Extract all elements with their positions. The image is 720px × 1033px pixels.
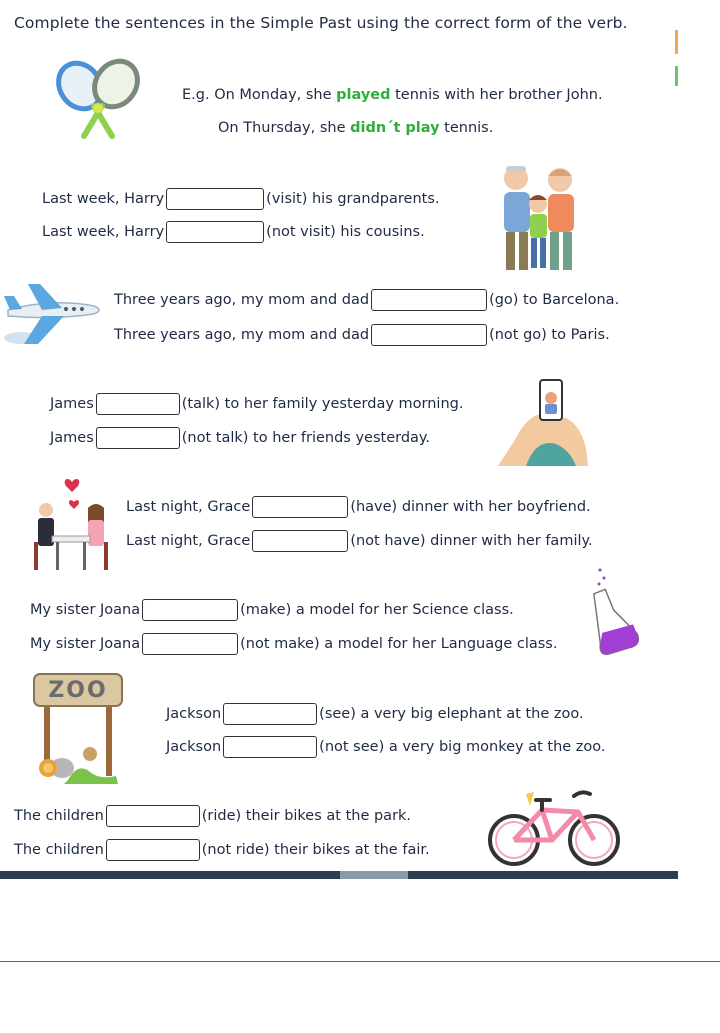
exercise-row	[14, 836, 430, 864]
exercise-hint: (not have) dinner with her family.	[350, 533, 593, 549]
exercise-row	[166, 700, 584, 728]
example-line-1	[182, 87, 603, 103]
answer-box[interactable]	[223, 703, 317, 725]
answer-box[interactable]	[106, 839, 200, 861]
example-1-verb: played	[336, 87, 391, 103]
exercise-subject: Three years ago, my mom and dad	[114, 327, 370, 343]
exercise-hint: (not visit) his cousins.	[266, 224, 425, 240]
tennis-rackets-icon	[50, 56, 146, 142]
exercise-subject: Jackson	[166, 706, 222, 722]
exercise-hint: (not go) to Paris.	[489, 327, 610, 343]
answer-box[interactable]	[106, 805, 200, 827]
exercise-subject: Last week, Harry	[42, 191, 165, 207]
exercise-row	[50, 390, 463, 418]
exercise-row	[42, 218, 425, 246]
exercise-hint: (visit) his grandparents.	[266, 191, 440, 207]
exercise-subject: The children	[14, 842, 104, 858]
answer-box[interactable]	[223, 736, 317, 758]
exercise-subject: The children	[14, 808, 104, 824]
exercise-hint: (make) a model for her Science class.	[240, 602, 514, 618]
answer-box[interactable]	[166, 221, 264, 243]
exercise-row	[126, 527, 593, 555]
dinner-couple-icon	[28, 474, 112, 572]
answer-box[interactable]	[371, 324, 487, 346]
family-grandparents-icon	[494, 160, 584, 274]
exercise-hint: (go) to Barcelona.	[489, 292, 620, 308]
exercise-hint: (ride) their bikes at the park.	[201, 808, 412, 824]
example-2-verb: didn´t play	[350, 120, 440, 136]
exercise-hint: (not ride) their bikes at the fair.	[201, 842, 430, 858]
example-1-suffix: tennis with her brother John.	[390, 87, 603, 103]
exercise-hint: (have) dinner with her boyfriend.	[350, 499, 591, 515]
exercise-hint: (not talk) to her friends yesterday.	[181, 430, 431, 446]
exercise-hint: (see) a very big elephant at the zoo.	[319, 706, 584, 722]
divider-line	[0, 961, 720, 962]
exercise-subject: My sister Joana	[30, 602, 141, 618]
exercise-subject: Last night, Grace	[126, 499, 251, 515]
answer-box[interactable]	[371, 289, 487, 311]
exercise-hint: (not make) a model for her Language class.	[240, 636, 558, 652]
exercise-subject: Last week, Harry	[42, 224, 165, 240]
exercise-subject: James	[50, 396, 94, 412]
edge-mark-green	[675, 66, 678, 86]
answer-box[interactable]	[252, 496, 348, 518]
edge-mark-orange	[675, 30, 678, 54]
exercise-row	[114, 321, 610, 349]
exercise-row	[166, 733, 606, 761]
exercise-row	[30, 596, 514, 624]
answer-box[interactable]	[142, 633, 238, 655]
answer-box[interactable]	[96, 427, 180, 449]
exercise-subject: Jackson	[166, 739, 222, 755]
example-line-2	[218, 120, 493, 136]
exercise-hint: (talk) to her family yesterday morning.	[181, 396, 464, 412]
exercise-row	[30, 630, 557, 658]
phone-hand-icon	[496, 378, 592, 470]
answer-box[interactable]	[252, 530, 348, 552]
flask-icon	[590, 566, 640, 656]
scroll-bar[interactable]	[0, 871, 678, 879]
example-1-prefix: E.g. On Monday, she	[182, 87, 337, 103]
scroll-thumb[interactable]	[340, 871, 408, 879]
airplane-icon	[2, 280, 106, 350]
example-2-suffix: tennis.	[439, 120, 494, 136]
exercise-row	[14, 802, 411, 830]
zoo-sign-text: ZOO	[48, 678, 108, 703]
answer-box[interactable]	[166, 188, 264, 210]
exercise-subject: Three years ago, my mom and dad	[114, 292, 370, 308]
instruction-text: Complete the sentences in the Simple Past using the correct form of the verb.	[14, 14, 628, 32]
exercise-row	[42, 185, 440, 213]
exercise-row	[114, 286, 619, 314]
exercise-row	[126, 493, 591, 521]
exercise-hint: (not see) a very big monkey at the zoo.	[319, 739, 606, 755]
zoo-illustration	[28, 672, 128, 784]
bicycle-icon	[486, 786, 622, 868]
exercise-subject: Last night, Grace	[126, 533, 251, 549]
exercise-subject: James	[50, 430, 94, 446]
exercise-row	[50, 424, 430, 452]
answer-box[interactable]	[142, 599, 238, 621]
answer-box[interactable]	[96, 393, 180, 415]
exercise-subject: My sister Joana	[30, 636, 141, 652]
example-2-prefix: On Thursday, she	[218, 120, 351, 136]
